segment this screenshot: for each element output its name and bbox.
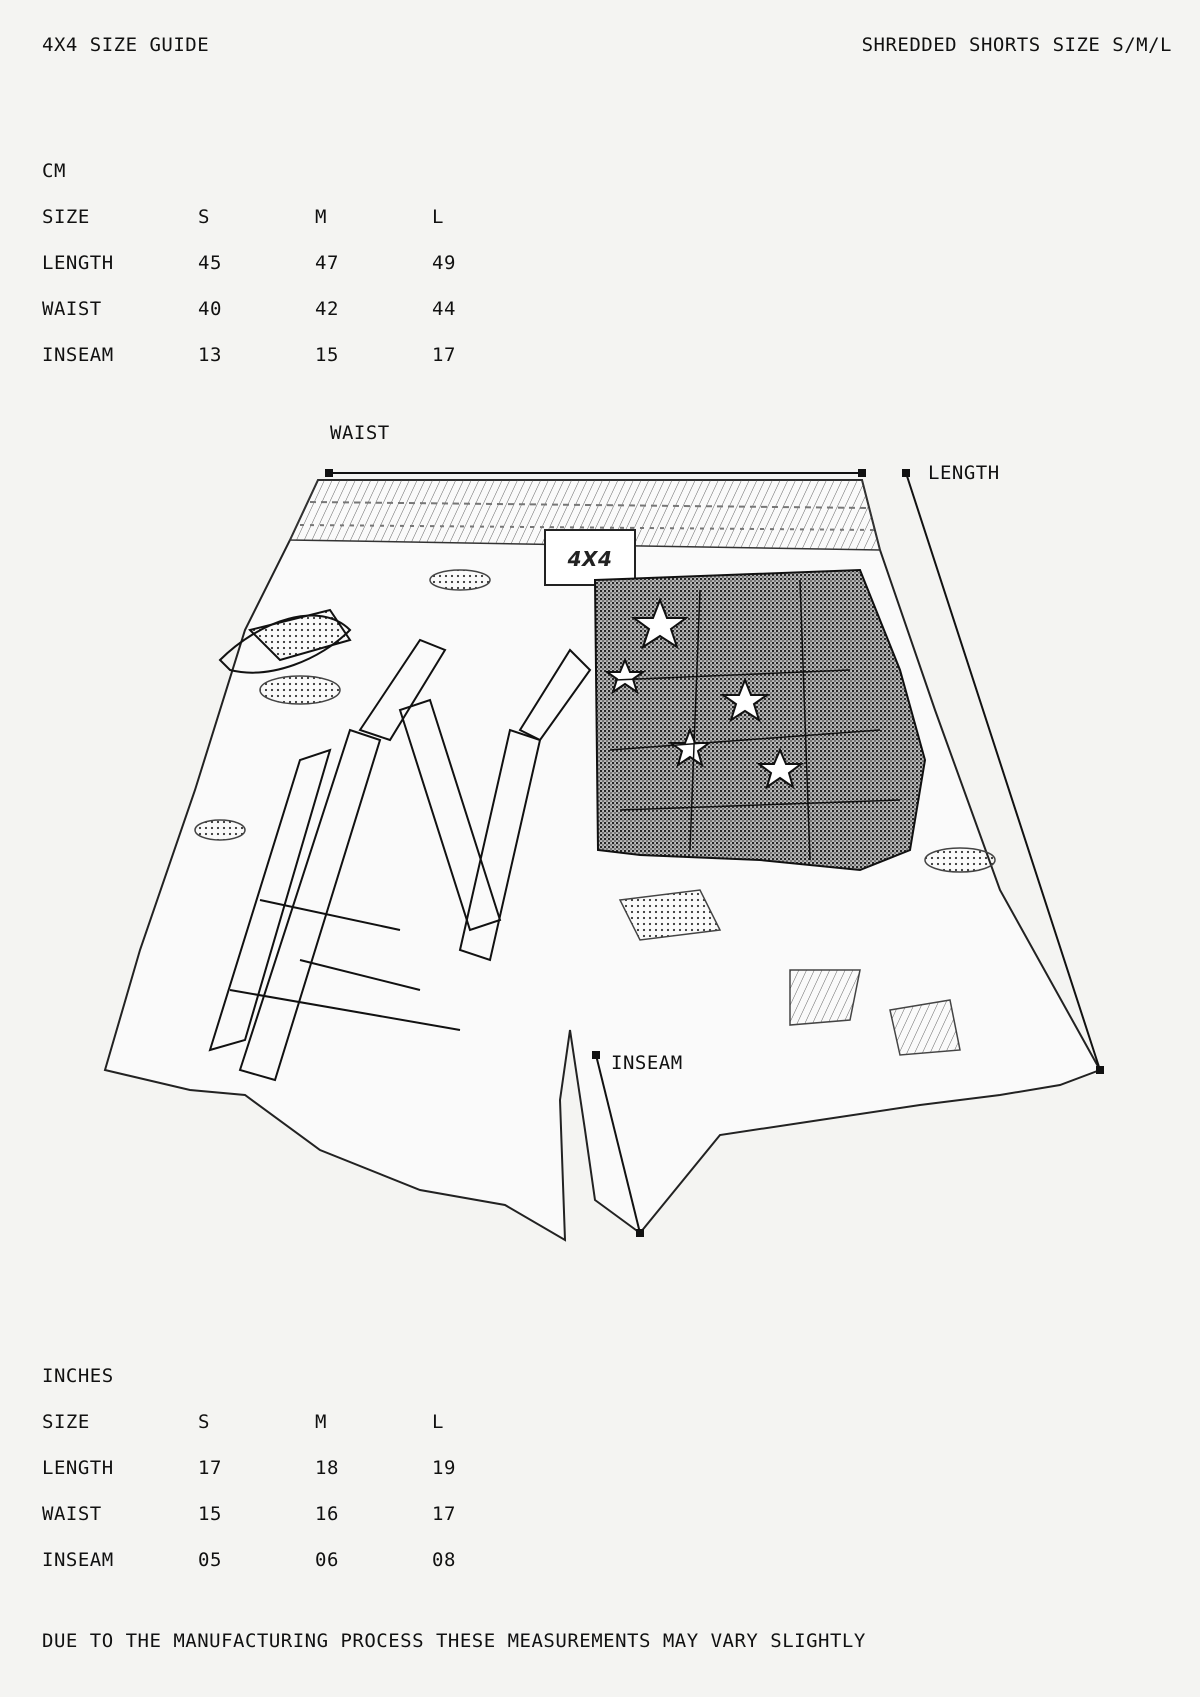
inch-cell: 18 <box>315 1457 339 1479</box>
cm-header-cell: M <box>315 206 327 228</box>
shorts-illustration <box>0 430 1200 1260</box>
cm-table-row <box>42 252 492 298</box>
inch-header-cell: S <box>198 1411 210 1433</box>
cm-cell: 40 <box>198 298 222 320</box>
inch-header-cell: SIZE <box>42 1411 90 1433</box>
cm-cell: 17 <box>432 344 456 366</box>
inch-cell: 15 <box>198 1503 222 1525</box>
inch-cell: 19 <box>432 1457 456 1479</box>
cm-cell: 44 <box>432 298 456 320</box>
waist-label: WAIST <box>330 422 390 444</box>
cm-cell: LENGTH <box>42 252 114 274</box>
cm-unit-label: CM <box>42 160 66 182</box>
cm-cell: 45 <box>198 252 222 274</box>
cm-header-row <box>42 206 492 252</box>
cm-cell: 13 <box>198 344 222 366</box>
waist-measure-line <box>325 469 866 477</box>
length-label: LENGTH <box>928 462 1000 484</box>
inch-unit-label: INCHES <box>42 1365 114 1387</box>
cm-size-table <box>42 160 492 390</box>
cm-cell: INSEAM <box>42 344 114 366</box>
inch-cell: 17 <box>432 1503 456 1525</box>
inch-table-row <box>42 1457 492 1503</box>
inch-cell: 17 <box>198 1457 222 1479</box>
disclaimer-text: DUE TO THE MANUFACTURING PROCESS THESE MEASUREMENTS MAY VARY SLIGHTLY <box>42 1630 866 1652</box>
inch-header-cell: L <box>432 1411 444 1433</box>
inch-cell: LENGTH <box>42 1457 114 1479</box>
inch-size-table <box>42 1365 492 1595</box>
inseam-label: INSEAM <box>611 1052 683 1074</box>
page-title: 4X4 SIZE GUIDE <box>42 34 210 56</box>
cm-table-row <box>42 298 492 344</box>
inch-cell: INSEAM <box>42 1549 114 1571</box>
tag-text: 4X4 <box>567 547 613 571</box>
shorts-diagram <box>0 422 1200 1260</box>
inch-table-row <box>42 1549 492 1595</box>
cm-header-cell: S <box>198 206 210 228</box>
cm-cell: 42 <box>315 298 339 320</box>
inch-cell: 05 <box>198 1549 222 1571</box>
inch-header-cell: M <box>315 1411 327 1433</box>
inch-cell: 16 <box>315 1503 339 1525</box>
star-panel <box>595 570 925 870</box>
inch-cell: WAIST <box>42 1503 102 1525</box>
brand-tag <box>545 530 635 585</box>
cm-cell: 49 <box>432 252 456 274</box>
cm-cell: WAIST <box>42 298 102 320</box>
cm-header-cell: L <box>432 206 444 228</box>
inch-header-row <box>42 1411 492 1457</box>
cm-cell: 47 <box>315 252 339 274</box>
inch-cell: 08 <box>432 1549 456 1571</box>
cm-table-row <box>42 344 492 390</box>
inch-cell: 06 <box>315 1549 339 1571</box>
product-title: SHREDDED SHORTS SIZE S/M/L <box>861 34 1172 56</box>
cm-cell: 15 <box>315 344 339 366</box>
cm-header-cell: SIZE <box>42 206 90 228</box>
inch-table-row <box>42 1503 492 1549</box>
